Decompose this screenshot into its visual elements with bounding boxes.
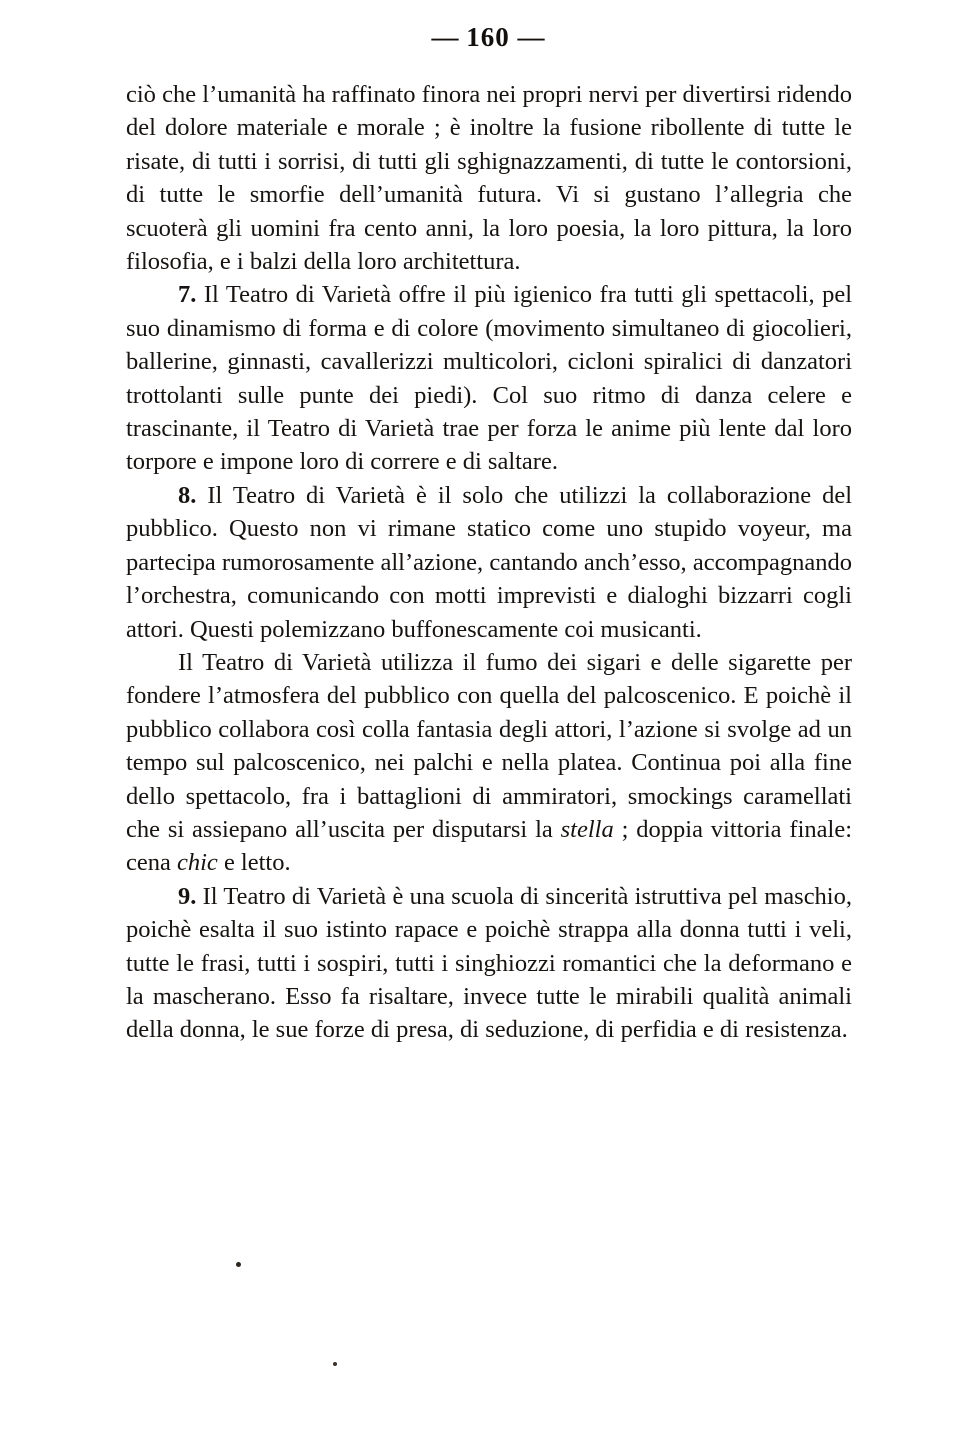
paragraph-fumo-text-2: ; doppia vittoria finale: cena bbox=[126, 815, 852, 877]
paragraph-7-text: Il Teatro di Varietà offre il più igienico fra tutti gli spettacoli, pel suo dinamismo di forma e di colore (movimento simultaneo di giocolieri, ballerine, ginnasti, cavallerizzi multicolori, cicloni spiralici di danzatori trottolanti sulle punte dei piedi). Col suo ritmo di danza celere e trascinante, il Teatro di Varietà trae per forza le anime più lente dal loro torpore e impone loro di correre e di saltare. bbox=[126, 281, 852, 476]
body-text-column bbox=[126, 78, 852, 1047]
page-header bbox=[0, 22, 976, 53]
header-right-dash: — bbox=[517, 22, 545, 52]
paragraph-8-marker: 8. bbox=[178, 481, 197, 509]
paragraph-7-marker: 7. bbox=[178, 281, 197, 309]
header-left-dash: — bbox=[431, 22, 459, 52]
paragraph-8-text: Il Teatro di Varietà è il solo che utilizzi la collaborazione del pubblico. Questo non vi rimane statico come uno stupido voyeur, ma partecipa rumorosamente all’azione, cantando anch’esso, accompagnando l’orchestra, comunicando con motti imprevisti e dialoghi bizzarri cogli attori. Questi polemizzano buffonescamente coi musicanti. bbox=[126, 481, 852, 643]
paragraph-fumo bbox=[126, 646, 852, 880]
paragraph-fumo-text: Il Teatro di Varietà utilizza il fumo dei sigari e delle sigarette per fondere l’atmosfera del pubblico con quella del palcoscenico. E poichè il pubblico collabora così colla fantasia degli attori, l’azione si svolge ad un tempo sul palcoscenico, nei palchi e nella platea. Continua poi alla fine dello spettacolo, fra i battaglioni di ammiratori, smockings caramellati che si assiepano all’uscita per disputarsi la bbox=[126, 648, 852, 843]
paragraph-fumo-text-3: e letto. bbox=[217, 849, 291, 877]
ink-speck bbox=[236, 1262, 241, 1267]
paragraph-8 bbox=[126, 479, 852, 646]
page-number: 160 bbox=[466, 22, 510, 52]
emphasis-stella: stella bbox=[560, 815, 614, 843]
paragraph-continuation bbox=[126, 78, 852, 278]
paragraph-9 bbox=[126, 880, 852, 1047]
paragraph-continuation-text: ciò che l’umanità ha raffinato finora nei propri nervi per divertirsi ridendo del dolore materiale e morale ; è inoltre la fusione ribollente di tutte le risate, di tutti i sorrisi, di tutti gli sghignazzamenti, di tutte le contorsioni, di tutte le smorfie dell’umanità futura. Vi si gustano l’allegria che scuoterà gli uomini fra cento anni, la loro poesia, la loro pittura, la loro filosofia, e i balzi della loro architettura. bbox=[126, 81, 852, 276]
paragraph-7 bbox=[126, 278, 852, 478]
paragraph-9-text: Il Teatro di Varietà è una scuola di sincerità istruttiva pel maschio, poichè esalta il suo istinto rapace e poichè strappa alla donna tutti i veli, tutte le frasi, tutti i sospiri, tutti i singhiozzi romantici che la deformano e la mascherano. Esso fa risaltare, invece tutte le mirabili qualità animali della donna, le sue forze di presa, di seduzione, di perfidia e di resistenza. bbox=[126, 882, 852, 1044]
emphasis-chic: chic bbox=[177, 849, 218, 877]
paragraph-9-marker: 9. bbox=[178, 882, 197, 910]
ink-speck-lower bbox=[333, 1362, 337, 1366]
